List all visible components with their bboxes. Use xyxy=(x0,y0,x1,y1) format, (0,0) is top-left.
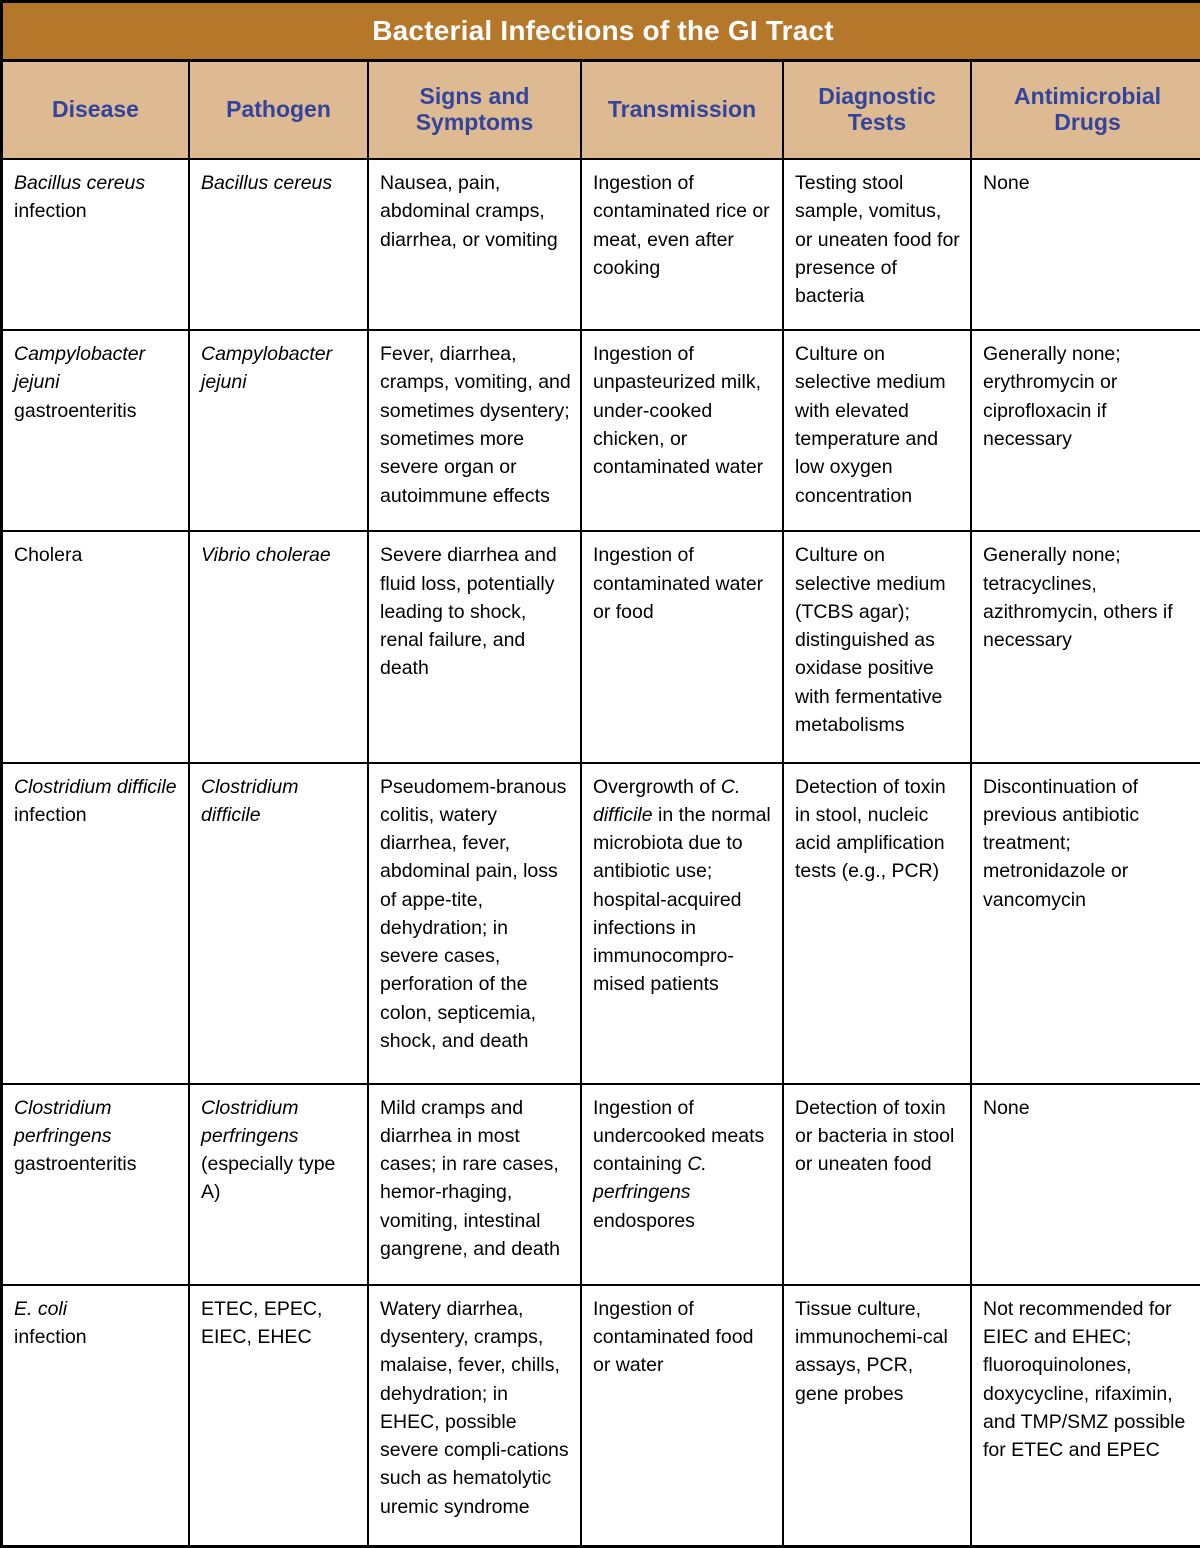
disease-scientific-name: Bacillus cereus xyxy=(14,172,146,194)
table-title: Bacterial Infections of the GI Tract xyxy=(372,15,834,46)
disease-scientific-name: Clostridium difficile xyxy=(14,775,177,798)
cell-disease xyxy=(3,159,189,330)
column-header-drugs: Antimicrobial Drugs xyxy=(971,61,1200,160)
cell-signs xyxy=(368,1285,581,1545)
antimicrobial-drugs-text: None xyxy=(983,172,1030,194)
signs-and-symptoms-text: Severe diarrhea and fluid loss, potentially leading to shock, renal failure, and death xyxy=(380,544,557,680)
table-row xyxy=(3,531,1200,762)
antimicrobial-drugs-text: Discontinuation of previous antibiotic treatment; metronidazole or vancomycin xyxy=(983,775,1140,911)
disease-descriptor: Cholera xyxy=(14,544,83,567)
cell-signs xyxy=(368,763,581,1084)
transmission-scientific-name: C. perfringens xyxy=(593,1153,707,1204)
pathogen-scientific-name: Bacillus cereus xyxy=(201,172,333,194)
diagnostic-tests-text: Culture on selective medium (TCBS agar); distinguished as oxidase positive with fermentative metabolisms xyxy=(795,544,946,736)
cell-drugs xyxy=(971,1285,1200,1545)
disease-descriptor: infection xyxy=(14,200,87,223)
diagnostic-tests-text: Culture on selective medium with elevated temperature and low oxygen concentration xyxy=(795,343,946,507)
cell-transmission xyxy=(581,1084,783,1285)
cell-transmission xyxy=(581,531,783,762)
column-header-disease: Disease xyxy=(3,61,189,160)
disease-scientific-name: E. coli xyxy=(14,1297,68,1320)
diagnostic-tests-text: Testing stool sample, vomitus, or uneaten food for presence of bacteria xyxy=(795,172,960,308)
gi-infections-table xyxy=(3,3,1200,1545)
cell-drugs xyxy=(971,330,1200,531)
signs-and-symptoms-text: Fever, diarrhea, cramps, vomiting, and sometimes dysentery; sometimes more severe organ or autoimmune effects xyxy=(380,343,571,507)
column-header-pathogen: Pathogen xyxy=(189,61,368,160)
cell-pathogen xyxy=(189,159,368,330)
transmission-text xyxy=(593,169,773,282)
column-header-transmission: Transmission xyxy=(581,61,783,160)
table-row xyxy=(3,1084,1200,1285)
disease-scientific-name: Clostridium perfringens xyxy=(14,1096,112,1147)
table-title-row xyxy=(3,3,1200,61)
pathogen-scientific-name: Clostridium difficile xyxy=(201,775,299,826)
cell-diagnostic xyxy=(783,330,971,531)
cell-disease xyxy=(3,763,189,1084)
signs-and-symptoms-text: Nausea, pain, abdominal cramps, diarrhea, or vomiting xyxy=(380,172,558,251)
antimicrobial-drugs-text: Not recommended for EIEC and EHEC; fluoroquinolones, doxycycline, rifaximin, and TMP/SMZ possible for ETEC and EPEC xyxy=(983,1297,1186,1462)
transmission-text xyxy=(593,340,773,481)
cell-signs xyxy=(368,330,581,531)
cell-signs xyxy=(368,159,581,330)
pathogen-scientific-name: Campylobacter jejuni xyxy=(201,343,333,394)
cell-drugs xyxy=(971,159,1200,330)
transmission-text xyxy=(593,1295,773,1380)
cell-pathogen xyxy=(189,1285,368,1545)
cell-diagnostic xyxy=(783,531,971,762)
signs-and-symptoms-text: Mild cramps and diarrhea in most cases; in rare cases, hemor-rhaging, vomiting, intestinal gangrene, and death xyxy=(380,1096,560,1261)
diagnostic-tests-text: Detection of toxin in stool, nucleic acid amplification tests (e.g., PCR) xyxy=(795,775,946,883)
table-body xyxy=(3,159,1200,1545)
transmission-text-pre: Ingestion of undercooked meats containing xyxy=(593,1096,765,1176)
cell-signs xyxy=(368,1084,581,1285)
table-title-cell xyxy=(3,3,1200,61)
transmission-text-pre: Ingestion of contaminated food or water xyxy=(593,1297,754,1377)
transmission-text xyxy=(593,1094,773,1235)
cell-transmission xyxy=(581,159,783,330)
cell-disease xyxy=(3,1285,189,1545)
cell-drugs xyxy=(971,531,1200,762)
cell-transmission xyxy=(581,330,783,531)
pathogen-scientific-name: Clostridium perfringens xyxy=(201,1096,299,1147)
signs-and-symptoms-text: Watery diarrhea, dysentery, cramps, malaise, fever, chills, dehydration; in EHEC, possible severe compli-cations such as hematolytic uremic syndrome xyxy=(380,1297,569,1518)
pathogen-note: ETEC, EPEC, EIEC, EHEC xyxy=(201,1297,323,1349)
table-header-row xyxy=(3,61,1200,160)
cell-drugs xyxy=(971,763,1200,1084)
cell-transmission xyxy=(581,763,783,1084)
transmission-scientific-name: C. difficile xyxy=(593,775,741,826)
antimicrobial-drugs-text: None xyxy=(983,1096,1030,1119)
transmission-text-post: in the normal microbiota due to antibiotic use; hospital-acquired infections in immunocompro-mised patients xyxy=(593,803,771,996)
transmission-text-pre: Overgrowth of xyxy=(593,775,721,798)
diagnostic-tests-text: Tissue culture, immunochemi-cal assays, PCR, gene probes xyxy=(795,1297,948,1405)
table-row xyxy=(3,763,1200,1084)
table-row xyxy=(3,159,1200,330)
cell-diagnostic xyxy=(783,1084,971,1285)
transmission-text-pre: Ingestion of contaminated water or food xyxy=(593,544,764,623)
signs-and-symptoms-text: Pseudomem-branous colitis, watery diarrhea, fever, abdominal pain, loss of appe-tite, dehydration; in severe cases, perforation of the colon, septicemia, shock, and death xyxy=(380,775,567,1052)
cell-drugs xyxy=(971,1084,1200,1285)
pathogen-note: (especially type A) xyxy=(201,1153,336,1204)
table-row xyxy=(3,1285,1200,1545)
cell-diagnostic xyxy=(783,763,971,1084)
column-header-diagnostic: Diagnostic Tests xyxy=(783,61,971,160)
disease-descriptor: infection xyxy=(14,803,87,826)
antimicrobial-drugs-text: Generally none; tetracyclines, azithromycin, others if necessary xyxy=(983,544,1173,652)
cell-disease xyxy=(3,531,189,762)
table-row xyxy=(3,330,1200,531)
disease-descriptor: infection xyxy=(14,1326,87,1349)
cell-signs xyxy=(368,531,581,762)
transmission-text-pre: Ingestion of contaminated rice or meat, even after cooking xyxy=(593,172,770,279)
disease-descriptor: gastroenteritis xyxy=(14,399,137,422)
cell-disease xyxy=(3,330,189,531)
cell-diagnostic xyxy=(783,1285,971,1545)
disease-scientific-name: Campylobacter jejuni xyxy=(14,343,146,394)
cell-diagnostic xyxy=(783,159,971,330)
pathogen-scientific-name: Vibrio cholerae xyxy=(201,544,331,567)
cell-pathogen xyxy=(189,1084,368,1285)
cell-pathogen xyxy=(189,763,368,1084)
cell-pathogen xyxy=(189,330,368,531)
cell-transmission xyxy=(581,1285,783,1545)
antimicrobial-drugs-text: Generally none; erythromycin or ciprofloxacin if necessary xyxy=(983,343,1121,450)
transmission-text xyxy=(593,541,773,626)
cell-pathogen xyxy=(189,531,368,762)
transmission-text xyxy=(593,773,773,999)
cell-disease xyxy=(3,1084,189,1285)
diagnostic-tests-text: Detection of toxin or bacteria in stool or uneaten food xyxy=(795,1096,955,1176)
disease-descriptor: gastroenteritis xyxy=(14,1153,137,1176)
transmission-text-pre: Ingestion of unpasteurized milk, under-cooked chicken, or contaminated water xyxy=(593,343,764,479)
column-header-signs: Signs and Symptoms xyxy=(368,61,581,160)
transmission-text-post: endospores xyxy=(593,1209,695,1232)
